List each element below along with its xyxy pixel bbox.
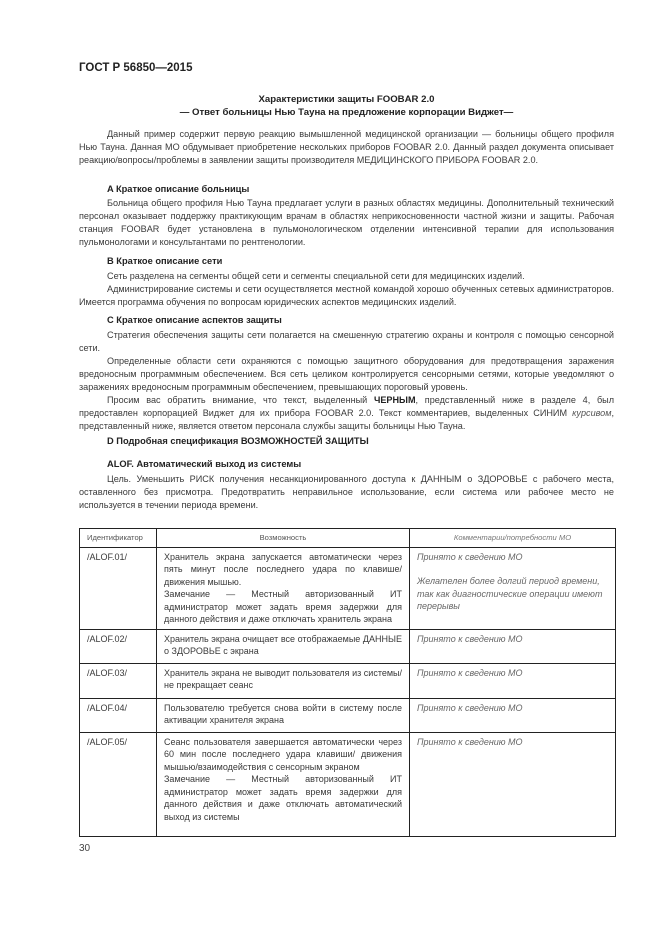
section-c-paragraph-1 (79, 329, 614, 355)
row-capability (157, 732, 410, 836)
section-c-heading: C Краткое описание аспектов защиты (107, 315, 282, 325)
alof-heading: ALOF. Автоматический выход из системы (107, 459, 302, 469)
row-capability: Хранитель экрана очищает все отображаемые ДАННЫЕ о ЗДОРОВЬЕ с экрана (157, 629, 410, 663)
header-comments: Комментарии/потребности МО (410, 529, 616, 548)
section-d-heading: D Подробная спецификация ВОЗМОЖНОСТЕЙ ЗАЩИТЫ (107, 436, 369, 446)
page-number: 30 (79, 843, 91, 854)
row-id: /ALOF.02/ (80, 629, 157, 663)
row-comment: Принято к сведению МО (410, 732, 616, 836)
section-a-paragraph (79, 197, 614, 249)
table-row (80, 732, 616, 836)
header-capability: Возможность (157, 529, 410, 548)
row-comment (410, 547, 616, 629)
section-b-paragraph-1 (79, 270, 614, 283)
section-a-heading: A Краткое описание больницы (107, 184, 250, 194)
capability-note: Замечание — Местный авторизованный ИТ администратор может задать время задержки для данного действия и даже отключать хранитель экрана (164, 589, 402, 624)
section-c-text-2: Определенные области сети охраняются с помощью защитного оборудования для предотвращения заражения вредоносным программным обеспечением. Вся сеть целиком контролируется сенсорными сетями, которые уведомляют о заражениях вредоносным программным обеспечением, превышающих пороговый уровень. (79, 356, 614, 392)
table-row (80, 547, 616, 629)
section-c-text-3a: Просим вас обратить внимание, что текст, выделенный (107, 395, 374, 405)
row-capability: Хранитель экрана не выводит пользователя из системы/не прекращает сеанс (157, 663, 410, 698)
comment-text: Принято к сведению МО (417, 551, 523, 562)
section-c-paragraph-3 (79, 394, 614, 433)
capability-note: Замечание — Местный авторизованный ИТ администратор может задать время задержки для данного действия и даже отключать автоматический выход из системы (164, 774, 402, 822)
intro-text: Данный пример содержит первую реакцию вымышленной медицинской организации — больницы общего профиля Нью Тауна. Данная МО обдумывает приобретение нескольких приборов FOOBAR 2.0. Данный раздел документа описывает реакцию/вопросы/проблемы в заявлении защиты производителя МЕДИЦИНСКОГО ПРИБОРА FOOBAR 2.0. (79, 129, 614, 165)
row-comment: Принято к сведению МО (410, 698, 616, 732)
alof-spec-table (79, 528, 616, 837)
table-row (80, 663, 616, 698)
section-b-text-2: Администрирование системы и сети осуществляется местной командой хорошо обученных сетевых администраторов. Имеется программа обучения по вопросам юридических аспектов медицинских изделий. (79, 284, 614, 307)
row-id: /ALOF.03/ (80, 663, 157, 698)
capability-text: Хранитель экрана запускается автоматически через пять минут после последнего удара по клавише/ движения мышью. (164, 551, 402, 587)
section-a-text: Больница общего профиля Нью Тауна предлагает услуги в разных областях медицины. Дополнительный технический персонал оказывает поддержку практикующим врачам в областях неприкосновенности частной жизни и защиты. Рабочая станция FOOBAR будет установлена в пульмонологическом отделении интенсивной терапии для использования пульмонологами и консультантами по рентгенологии. (79, 198, 614, 247)
intro-paragraph (79, 128, 614, 167)
alof-paragraph (79, 473, 614, 512)
document-subtitle: — Ответ больницы Нью Тауна на предложение корпорации Виджет— (179, 107, 514, 118)
row-id: /ALOF.04/ (80, 698, 157, 732)
row-capability (157, 547, 410, 629)
black-emphasis: ЧЕРНЫМ (373, 395, 416, 405)
document-title: Характеристики защиты FOOBAR 2.0 (258, 94, 435, 105)
row-capability: Пользователю требуется снова войти в систему после активации хранителя экрана (157, 698, 410, 732)
table-row (80, 698, 616, 732)
standard-code: ГОСТ Р 56850—2015 (79, 62, 193, 74)
row-id: /ALOF.05/ (80, 732, 157, 836)
capability-text: Сеанс пользователя завершается автоматически через 60 мин после последнего удара клавиши/ движения мышью/взаимодействия с сенсорным экраном (164, 736, 402, 772)
row-comment: Принято к сведению МО (410, 629, 616, 663)
section-c-text-3c: , представленный ниже, является ответом персонала службы защиты больницы Нью Тауна. (79, 408, 614, 431)
section-c-text-1: Стратегия обеспечения защиты сети полагается на смешенную стратегию охраны и контроля с помощью сенсорной сети. (79, 330, 614, 353)
italic-emphasis: курсивом (572, 408, 612, 418)
table-row (80, 629, 616, 663)
section-b-paragraph-2 (79, 283, 614, 309)
section-b-text-1: Сеть разделена на сегменты общей сети и сегменты специальной сети для медицинских изделий. (107, 271, 525, 281)
alof-text: Цель. Уменьшить РИСК получения несанкционированного доступа к ДАННЫМ о ЗДОРОВЬЕ с рабочего места, оставленного без присмотра. Предотвратить неправильное использование, если система или рабочее место не используется в течении периода времени. (79, 474, 614, 510)
comment-text-2: Желателен более долгий период времени, так как диагностические операции имеют перерывы (417, 576, 603, 611)
row-id: /ALOF.01/ (80, 547, 157, 629)
section-c-paragraph-2 (79, 355, 614, 394)
section-c-text-3b: , представленный ниже в разделе 4, был предоставлен корпорацией Виджет для их прибора FOOBAR 2.0. Текст комментариев, выделенных СИНИМ (79, 395, 614, 418)
table-header-row (80, 529, 616, 548)
section-b-heading: B Краткое описание сети (107, 256, 223, 266)
row-comment: Принято к сведению МО (410, 663, 616, 698)
header-identifier: Идентификатор (80, 529, 157, 548)
